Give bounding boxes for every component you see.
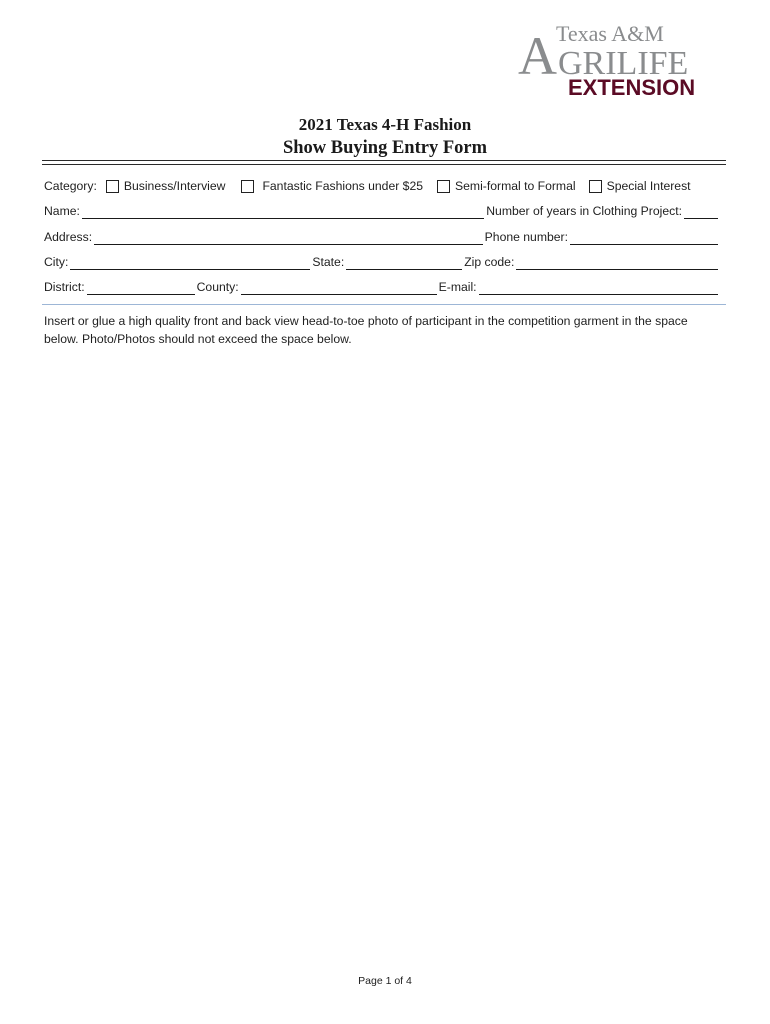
name-label: Name: — [44, 204, 80, 218]
years-label: Number of years in Clothing Project: — [486, 204, 682, 218]
address-label: Address: — [44, 230, 93, 244]
county-label: County: — [196, 280, 239, 294]
option-special-interest: Special Interest — [606, 179, 691, 193]
logo-line1: Texas A&M — [556, 21, 664, 46]
email-label: E-mail: — [438, 280, 477, 294]
address-field[interactable] — [94, 232, 483, 245]
county-field[interactable] — [241, 282, 437, 295]
option-semi-formal: Semi-formal to Formal — [455, 179, 576, 193]
category-row — [44, 178, 691, 194]
zip-label: Zip code: — [464, 255, 515, 269]
logo-line2: GRILIFE — [558, 45, 689, 82]
title-line-2: Show Buying Entry Form — [282, 138, 488, 158]
district-label: District: — [44, 280, 85, 294]
logo-letter-a: A — [518, 26, 557, 86]
title-rule-thin — [42, 164, 726, 165]
checkbox-semi-formal[interactable] — [437, 180, 450, 193]
logo-line3: EXTENSION — [568, 75, 696, 100]
email-field[interactable] — [479, 282, 718, 295]
title-line-1: 2021 Texas 4-H Fashion — [298, 115, 472, 134]
agrilife-extension-logo — [516, 14, 726, 100]
years-field[interactable] — [684, 206, 718, 219]
photo-instructions: Insert or glue a high quality front and back view head-to-toe photo of participant in the competition garment in the space below. Photo/Photos should not exceed the space below. — [44, 314, 688, 346]
option-business-interview: Business/Interview — [123, 179, 226, 193]
zip-field[interactable] — [516, 257, 718, 270]
state-field[interactable] — [346, 257, 462, 270]
district-row — [44, 279, 720, 295]
checkbox-fantastic-fashions[interactable] — [241, 180, 254, 193]
phone-field[interactable] — [570, 232, 718, 245]
address-row — [44, 229, 720, 245]
logo-graphic — [516, 14, 726, 100]
city-field[interactable] — [70, 257, 310, 270]
state-label: State: — [312, 255, 345, 269]
district-field[interactable] — [87, 282, 195, 295]
checkbox-special-interest[interactable] — [589, 180, 602, 193]
option-fantastic-fashions: Fantastic Fashions under $25 — [262, 179, 424, 193]
category-label: Category: — [44, 179, 97, 193]
page-number: Page 1 of 4 — [358, 975, 412, 987]
phone-label: Phone number: — [484, 230, 568, 244]
name-row — [44, 203, 720, 219]
title-rule — [42, 160, 726, 161]
name-field[interactable] — [82, 206, 484, 219]
checkbox-business-interview[interactable] — [106, 180, 119, 193]
city-label: City: — [44, 255, 69, 269]
form-title — [0, 114, 770, 160]
city-row — [44, 254, 720, 270]
section-divider — [42, 304, 726, 305]
